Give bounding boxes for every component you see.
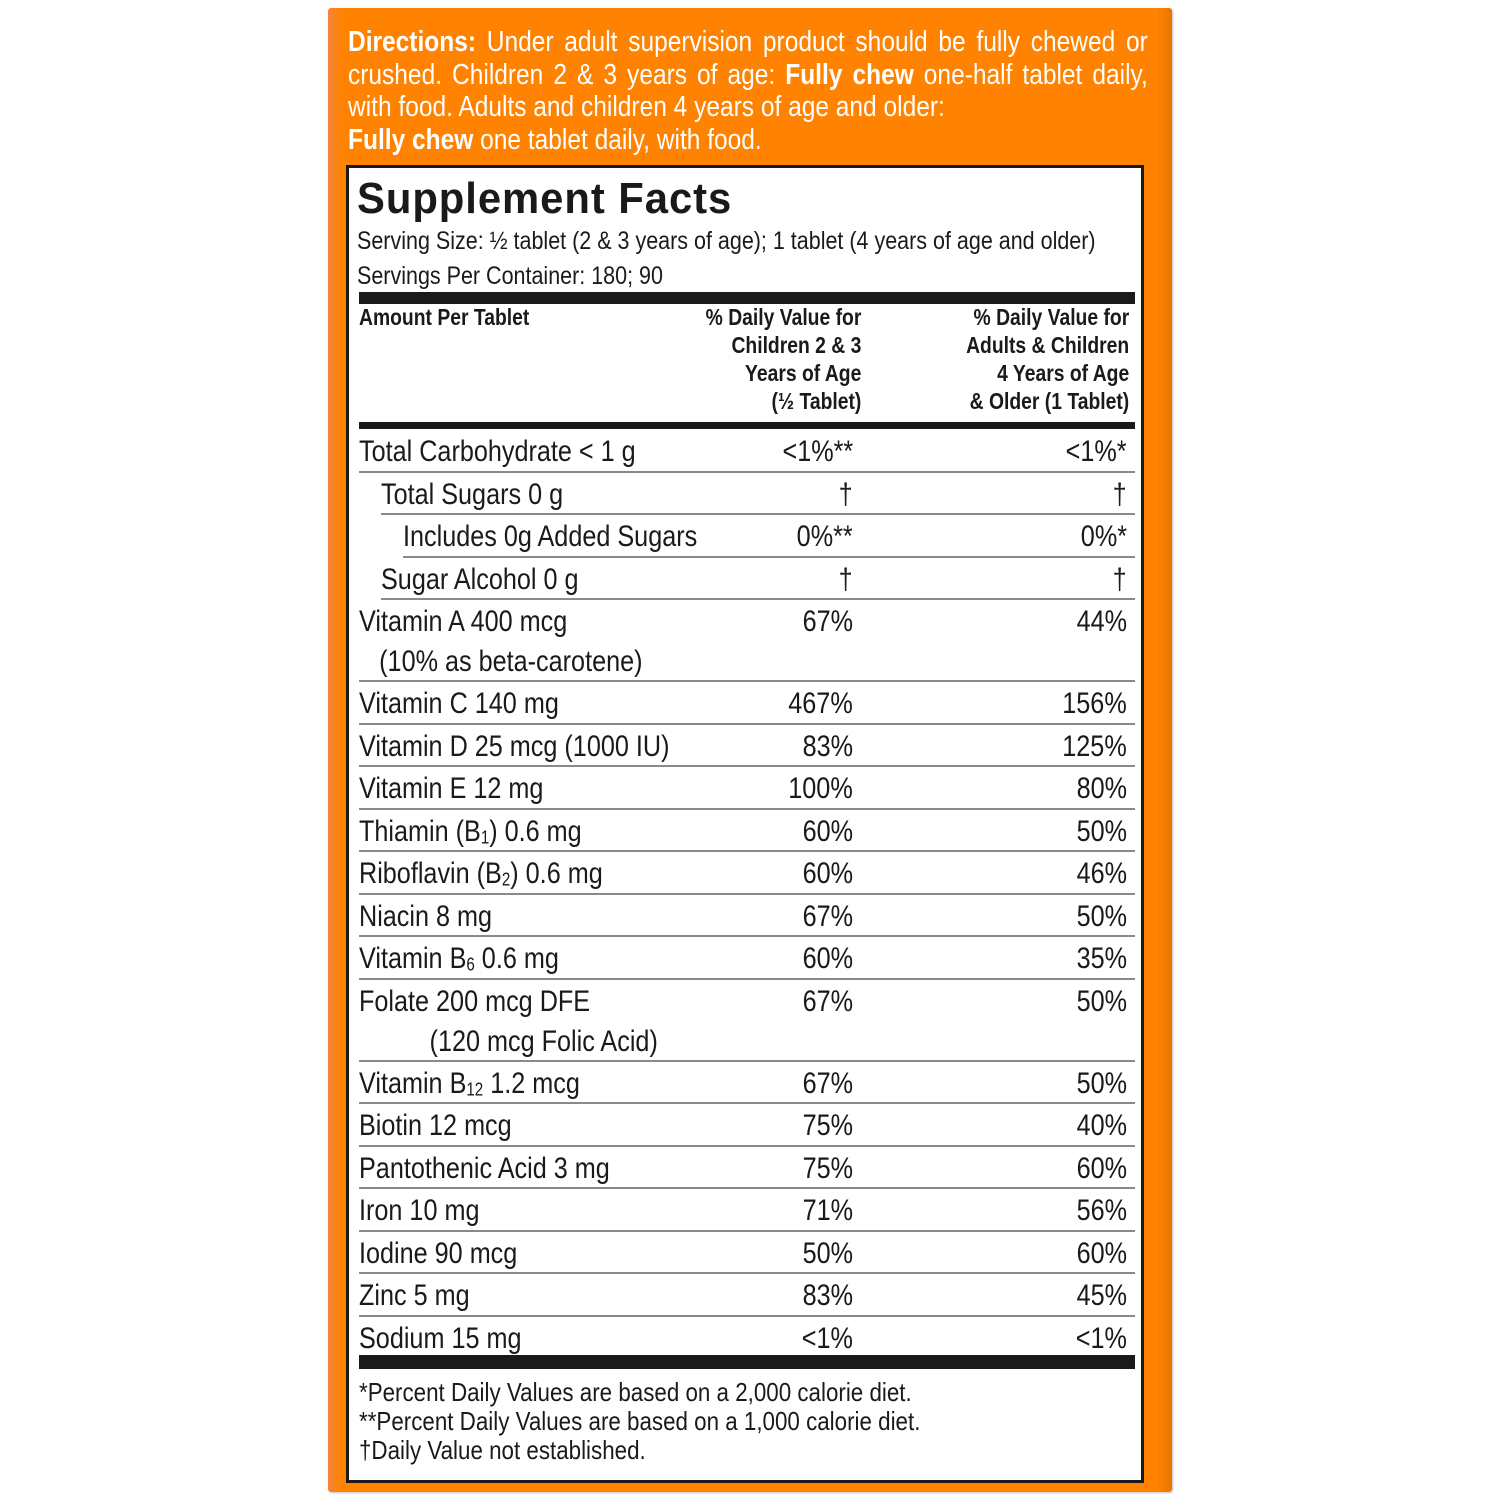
adults-dv-value: 156% [1062,687,1127,720]
serving-size: Serving Size: ½ tablet (2 & 3 years of age); 1 tablet (4 years of age and older) [357,227,1096,255]
directions-text [348,26,1148,156]
table-row [359,937,1135,980]
children-dv-value: † [838,477,853,511]
thick-divider-bottom [359,1355,1135,1369]
children-dv-value: 83% [802,729,853,763]
label-text: Includes 0g Added Sugars [403,520,698,553]
table-row [359,1274,1135,1317]
table-row [359,1232,1135,1275]
footnotes [359,1378,920,1465]
adults-dv-value: 0%* [1080,520,1127,553]
nutrient-label [359,602,643,682]
nutrient-label [359,432,636,472]
adults-dv-value: 35% [1076,942,1127,975]
table-row [359,852,1135,895]
adults-dv-value: 50% [1076,899,1127,933]
adults-dv-value: 46% [1076,857,1127,890]
table-row [359,895,1135,938]
label-text: Pantothenic Acid 3 mg [359,1151,610,1185]
adults-dv-value: 56% [1076,1194,1127,1227]
header-adults-line: Adults & Children [965,332,1129,358]
label-text: ) 0.6 mg [489,814,582,848]
supplement-facts-title: Supplement Facts [357,174,733,223]
directions-bold-1: Fully chew [785,58,914,91]
table-row [359,810,1135,853]
table-row [359,430,1135,473]
directions-part-3: one tablet daily, with food. [473,123,762,156]
label-subscript: 2 [501,869,511,890]
footnote: †Daily Value not established. [359,1435,646,1465]
nutrient-sub-label: (120 mcg Folic Acid) [429,1024,658,1058]
nutrient-sub-label: (10% as beta-carotene) [379,645,643,678]
adults-dv-value: † [1112,562,1127,596]
children-dv-value: 67% [802,899,853,933]
nutrient-label [359,982,658,1062]
nutrient-label [359,1234,517,1274]
nutrient-label [359,727,669,767]
label-text: Folate 200 mcg DFE [359,984,591,1018]
header-adults-dv [966,303,1129,415]
nutrient-table [359,430,1135,1357]
header-children-dv [705,303,861,415]
nutrient-label [359,1191,479,1231]
table-row [359,1104,1135,1147]
adults-dv-value: 50% [1076,984,1127,1018]
children-dv-value: 60% [802,857,853,890]
label-panel [328,8,1172,1492]
children-dv-value: 50% [802,1236,853,1270]
nutrient-label [359,1276,470,1316]
label-text: Zinc 5 mg [359,1279,470,1312]
label-text: ) 0.6 mg [510,857,603,890]
label-text: 0.6 mg [474,942,559,975]
header-children-line: Children 2 & 3 [731,332,861,358]
nutrient-label [359,684,559,724]
header-adults-line: 4 Years of Age [996,360,1129,386]
children-dv-value: 75% [802,1151,853,1185]
children-dv-value: 75% [802,1109,853,1142]
label-subscript: 6 [466,954,475,975]
label-subscript: 1 [480,827,490,848]
nutrient-label [359,769,543,809]
children-dv-value: <1% [801,1321,853,1355]
label-text: Riboflavin (B [359,857,502,890]
label-text: Total Sugars 0 g [381,477,564,511]
table-row [359,600,1135,682]
label-text: Niacin 8 mg [359,899,493,933]
directions-label: Directions: [348,26,477,58]
footnote: *Percent Daily Values are based on a 2,000 calorie diet. [359,1377,912,1407]
label-text: Vitamin B [359,942,467,975]
children-dv-value: 60% [802,942,853,975]
supplement-facts-box [346,165,1144,1483]
adults-dv-value: 80% [1076,772,1127,805]
adults-dv-value: 125% [1062,729,1127,763]
header-children-line: Years of Age [744,360,861,386]
label-text: Vitamin C 140 mg [359,687,559,720]
table-row [381,473,1135,516]
table-row [359,1062,1135,1105]
label-text: 1.2 mcg [483,1066,580,1100]
children-dv-value: 60% [802,814,853,848]
header-adults-line: & Older (1 Tablet) [969,388,1129,414]
label-subscript: 12 [466,1079,484,1100]
adults-dv-value: 45% [1076,1279,1127,1312]
nutrient-label [403,517,697,557]
children-dv-value: 0%** [796,520,853,553]
nutrient-label [359,939,559,985]
directions-part-1: Under adult supervision product should be fully chewed or crushed. Children 2 & 3 years of age: [348,26,1148,91]
children-dv-value: 83% [802,1279,853,1312]
table-row [359,725,1135,768]
serving-info [357,224,1096,294]
table-row [359,980,1135,1062]
nutrient-label [381,560,579,600]
children-dv-value: 67% [802,1066,853,1100]
adults-dv-value: 44% [1076,605,1127,638]
adults-dv-value: <1% [1075,1321,1127,1355]
adults-dv-value: <1%* [1066,435,1127,468]
nutrient-label [359,1319,521,1359]
label-text: Iron 10 mg [359,1194,480,1227]
label-text: Total Carbohydrate < 1 g [359,435,636,468]
children-dv-value: <1%** [782,435,853,468]
children-dv-value: 100% [788,772,853,805]
directions-part-2: one-half tablet daily, with food. Adults and children 4 years of age and older: [348,58,1148,123]
children-dv-value: 71% [802,1194,853,1227]
servings-per-container: Servings Per Container: 180; 90 [357,262,663,290]
children-dv-value: † [838,562,853,596]
label-text: Sugar Alcohol 0 g [381,562,579,596]
nutrient-label [381,475,563,515]
adults-dv-value: 50% [1076,814,1127,848]
label-text: Biotin 12 mcg [359,1109,512,1142]
nutrient-label [359,812,582,858]
label-text: Sodium 15 mg [359,1321,522,1355]
adults-dv-value: † [1112,477,1127,511]
nutrient-label [359,1106,512,1146]
thick-divider-header [359,422,1135,429]
header-amount: Amount Per Tablet [359,304,530,330]
footnote: **Percent Daily Values are based on a 1,000 calorie diet. [359,1406,921,1436]
children-dv-value: 67% [802,984,853,1018]
children-dv-value: 467% [788,687,853,720]
adults-dv-value: 50% [1076,1066,1127,1100]
table-row [359,1317,1135,1358]
label-text: Iodine 90 mcg [359,1236,518,1270]
label-text: Vitamin D 25 mcg (1000 IU) [359,729,670,763]
label-text: Thiamin (B [359,814,481,848]
adults-dv-value: 60% [1076,1236,1127,1270]
adults-dv-value: 60% [1076,1151,1127,1185]
label-text: Vitamin A 400 mcg [359,605,568,638]
adults-dv-value: 40% [1076,1109,1127,1142]
table-row [359,682,1135,725]
header-children-line: (½ Tablet) [771,388,861,414]
table-row [403,515,1135,558]
table-row [359,1147,1135,1190]
label-text: Vitamin B [359,1066,467,1100]
directions-bold-2: Fully chew [348,123,474,156]
label-text: Vitamin E 12 mg [359,772,544,805]
children-dv-value: 67% [802,605,853,638]
nutrient-label [359,854,603,900]
table-row [359,767,1135,810]
header-adults-line: % Daily Value for [973,304,1129,330]
nutrient-label [359,1064,580,1110]
nutrient-label [359,897,492,937]
header-children-line: % Daily Value for [705,304,861,330]
nutrient-label [359,1149,610,1189]
table-row [381,558,1135,601]
table-row [359,1189,1135,1232]
